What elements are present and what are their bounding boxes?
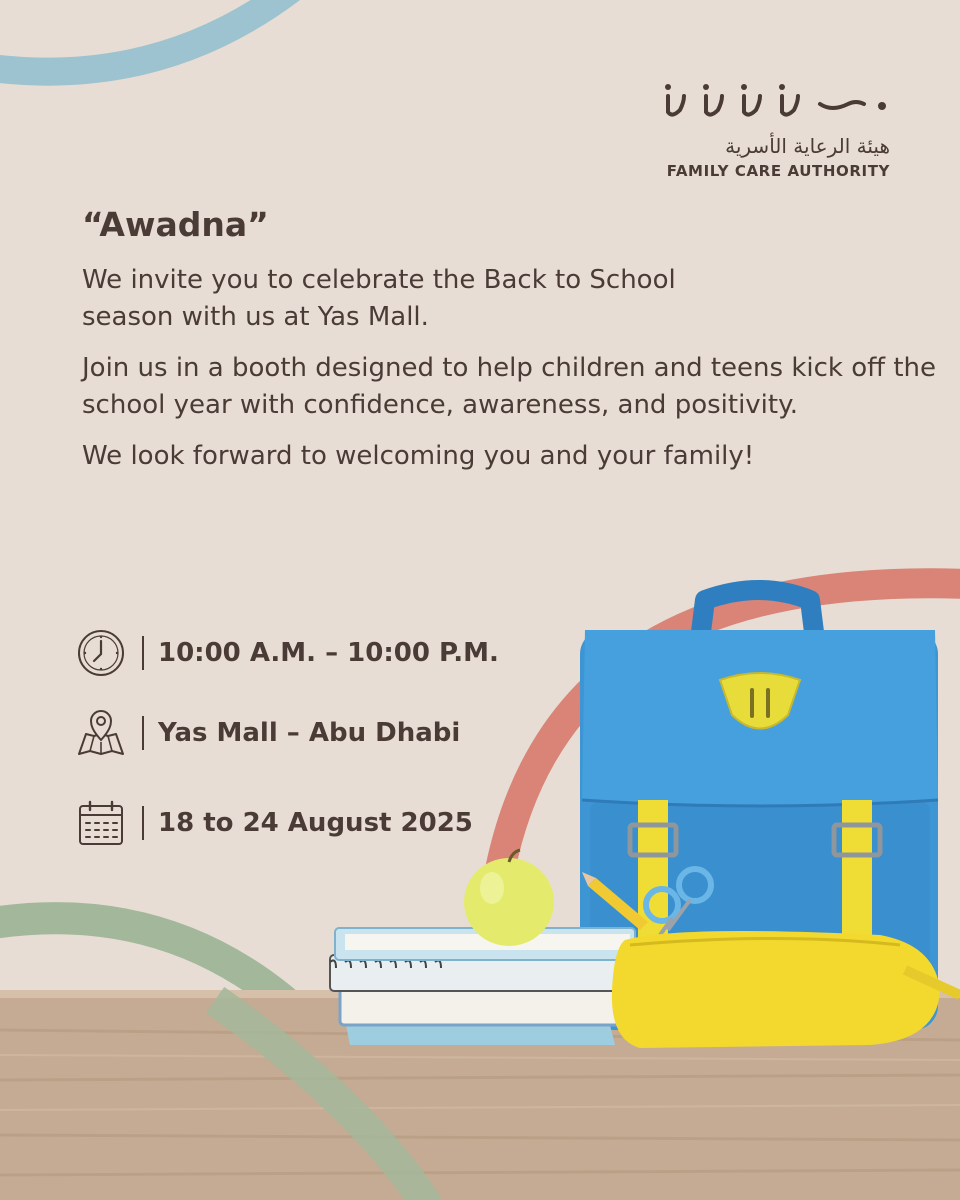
booth-paragraph: Join us in a booth designed to help children and teens kick off the school year with confidence, awareness, and positivity. bbox=[82, 353, 936, 420]
event-location: Yas Mall – Abu Dhabi bbox=[158, 718, 461, 748]
stack-of-books bbox=[330, 928, 635, 1045]
green-apple bbox=[464, 850, 554, 946]
event-time: 10:00 A.M. – 10:00 P.M. bbox=[158, 638, 499, 668]
organization-name-arabic: هيئة الرعاية الأسرية bbox=[725, 134, 890, 158]
yellow-pencil-case bbox=[612, 931, 960, 1048]
invite-paragraph: We invite you to celebrate the Back to School season with us at Yas Mall. bbox=[82, 265, 676, 332]
welcome-paragraph: We look forward to welcoming you and your family! bbox=[82, 441, 755, 471]
organization-name-english: FAMILY CARE AUTHORITY bbox=[666, 162, 890, 180]
event-date: 18 to 24 August 2025 bbox=[158, 808, 473, 838]
event-title: “Awadna” bbox=[82, 205, 269, 244]
